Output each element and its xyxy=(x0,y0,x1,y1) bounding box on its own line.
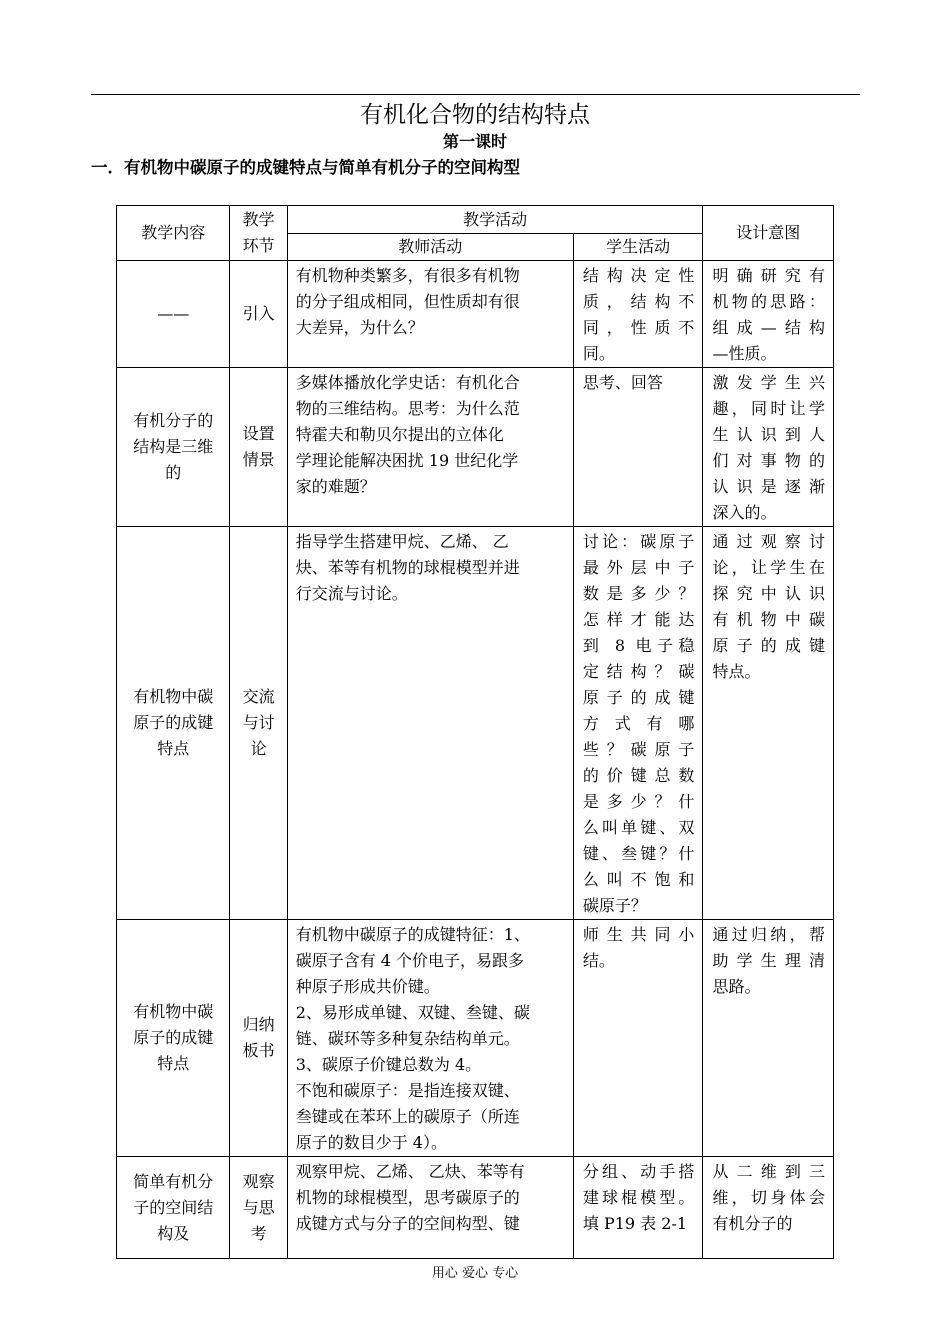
cell-text-line: 板书 xyxy=(242,1041,275,1060)
cell-text-line: 趣，同时让学 xyxy=(712,399,825,418)
cell-text-line: 有机物中碳 xyxy=(133,1002,214,1021)
cell-text-line: 质，结构不 xyxy=(582,292,695,311)
cell-stage xyxy=(230,261,287,368)
cell-teacher-activity xyxy=(287,261,573,368)
cell-text-line: 设置 xyxy=(242,424,275,443)
cell-text-line: 叁键或在苯环上的碳原子（所连 xyxy=(295,1107,520,1126)
cell-content xyxy=(117,1157,230,1259)
cell-text-line: 考 xyxy=(250,1223,267,1243)
cell-text-line: 原子的成键 xyxy=(712,636,825,655)
header-student: 学生活动 xyxy=(573,234,703,261)
cell-text-line: 原子的数目少于 4）。 xyxy=(295,1133,447,1152)
cell-text-line: 原子的成键 xyxy=(133,1028,214,1047)
header-teacher: 教师活动 xyxy=(287,234,573,261)
cell-text-line: 交流 xyxy=(242,687,275,706)
cell-text-line: 数是多少？ xyxy=(582,584,695,603)
cell-text-line: 多媒体播放化学史话：有机化合 xyxy=(295,373,520,392)
cell-text-line: 们对事物的 xyxy=(712,451,825,470)
cell-text-line: 同，性质不 xyxy=(582,318,695,337)
cell-design-intent xyxy=(703,1157,834,1259)
cell-text-line: 结构决定性 xyxy=(582,266,695,285)
cell-text-line: 机物的思路： xyxy=(712,292,825,311)
page-footer: 用心 爱心 专心 xyxy=(431,1266,519,1281)
cell-design-intent xyxy=(703,527,834,920)
cell-text-line: 键、叁键？什 xyxy=(582,844,695,863)
cell-text-line: 思路。 xyxy=(712,977,761,996)
cell-text-line: 么叫不饱和 xyxy=(582,870,695,889)
table-body xyxy=(117,261,834,1259)
cell-teacher-activity xyxy=(287,920,573,1157)
cell-text-line: 子的空间结 xyxy=(133,1197,214,1217)
top-rule xyxy=(91,94,860,95)
cell-text-line: 有机分子的 xyxy=(133,411,214,430)
cell-text-line: 有机物中碳 xyxy=(133,687,214,706)
cell-text-line: 种原子形成共价键。 xyxy=(295,977,440,996)
cell-text-line: 助学生理清 xyxy=(712,951,825,970)
cell-content xyxy=(117,368,230,527)
cell-stage xyxy=(230,368,287,527)
cell-text-line: 定结构？碳 xyxy=(582,662,695,681)
cell-text-line: 建球棍模型。 xyxy=(582,1188,695,1207)
cell-text-line: —性质。 xyxy=(712,344,777,363)
cell-teacher-activity xyxy=(287,1157,573,1259)
cell-student-activity xyxy=(573,527,703,920)
cell-text-line: 归纳 xyxy=(242,1015,275,1034)
cell-teacher-activity xyxy=(287,368,573,527)
header-content: 教学内容 xyxy=(117,206,230,261)
cell-text-line: 些？碳原子 xyxy=(582,740,695,759)
cell-content xyxy=(117,527,230,920)
cell-text-line: 有机物种类繁多，有很多有机物 xyxy=(295,266,520,285)
cell-text-line: 碳原子？ xyxy=(582,896,647,915)
header-stage-line: 教学 xyxy=(242,210,275,229)
header-activities: 教学活动 xyxy=(287,206,703,234)
cell-student-activity xyxy=(573,261,703,368)
cell-text-line: 生认识到人 xyxy=(712,425,825,444)
cell-text-line: 讨论：碳原子 xyxy=(582,532,695,551)
page-subtitle: 第一课时 xyxy=(442,132,507,151)
cell-text-line: 观察甲烷、乙烯、 乙炔、苯等有 xyxy=(295,1162,525,1181)
cell-text-line: 有机物中碳原子的成键特征：1、 xyxy=(295,925,530,944)
cell-text-line: 深入的。 xyxy=(712,503,777,522)
cell-text-line: 结。 xyxy=(582,951,615,970)
cell-design-intent xyxy=(703,920,834,1157)
cell-text-line: 行交流与讨论。 xyxy=(295,584,408,603)
cell-text-line: 明确研究有 xyxy=(712,266,825,285)
cell-text-line: 学理论能解决困扰 19 世纪化学 xyxy=(295,451,519,470)
cell-text-line: 成键方式与分子的空间构型、键 xyxy=(295,1214,520,1233)
cell-text-line: 情景 xyxy=(242,450,275,469)
cell-text-line: 观察 xyxy=(242,1171,275,1191)
cell-text-line: 维，切身体会 xyxy=(712,1188,825,1207)
cell-text-line: 同。 xyxy=(582,344,615,363)
cell-text-line: 特点 xyxy=(157,739,190,758)
cell-text-line: 炔、苯等有机物的球棍模型并进 xyxy=(295,558,520,577)
cell-text-line: 有机物中碳 xyxy=(712,610,825,629)
header-stage-line: 环节 xyxy=(242,236,275,255)
cell-text-line: 么叫单键、双 xyxy=(582,818,695,837)
table-row xyxy=(117,920,834,1157)
cell-text-line: —— xyxy=(157,304,190,323)
cell-text-line: 2、易形成单键、双键、叁键、碳 xyxy=(295,1003,530,1022)
cell-stage xyxy=(230,527,287,920)
cell-stage xyxy=(230,920,287,1157)
cell-text-line: 与思 xyxy=(242,1197,275,1217)
cell-text-line: 从二维到三 xyxy=(712,1162,825,1181)
cell-text-line: 方式有哪 xyxy=(582,714,695,733)
cell-text-line: 大差异，为什么？ xyxy=(295,318,424,337)
header-intent: 设计意图 xyxy=(703,206,834,261)
cell-text-line: 分组、动手搭 xyxy=(582,1162,695,1181)
cell-text-line: 认识是逐渐 xyxy=(712,477,825,496)
cell-text-line: 有机分子的 xyxy=(712,1214,793,1233)
cell-text-line: 简单有机分 xyxy=(133,1171,214,1191)
cell-student-activity xyxy=(573,920,703,1157)
cell-text-line: 填 P19 表 2-1 xyxy=(582,1214,688,1233)
cell-text-line: 探究中认识 xyxy=(712,584,825,603)
cell-text-line: 不饱和碳原子：是指连接双键、 xyxy=(295,1081,520,1100)
cell-text-line: 链、碳环等多种复杂结构单元。 xyxy=(295,1029,520,1048)
cell-text-line: 通过归纳，帮 xyxy=(712,925,825,944)
cell-content xyxy=(117,261,230,368)
cell-text-line: 原子的成键 xyxy=(133,713,214,732)
cell-text-line: 思考、回答 xyxy=(582,373,663,392)
cell-text-line: 碳原子含有 4 个价电子，易跟多 xyxy=(295,951,525,970)
cell-text-line: 构及 xyxy=(157,1223,190,1243)
cell-text-line: 到 8 电子稳 xyxy=(582,636,695,655)
table-header-row xyxy=(117,206,834,234)
table-row xyxy=(117,261,834,368)
cell-text-line: 结构是三维 xyxy=(133,437,214,456)
cell-text-line: 师生共同小 xyxy=(582,925,695,944)
cell-text-line: 怎样才能达 xyxy=(582,610,695,629)
cell-student-activity xyxy=(573,368,703,527)
section-heading: 一．有机物中碳原子的成键特点与简单有机分子的空间构型 xyxy=(91,158,520,177)
header-stage xyxy=(230,206,287,261)
page-title: 有机化合物的结构特点 xyxy=(360,102,590,128)
cell-text-line: 与讨 xyxy=(242,713,275,732)
cell-stage xyxy=(230,1157,287,1259)
cell-text-line: 引入 xyxy=(242,304,275,323)
cell-text-line: 激发学生兴 xyxy=(712,373,825,392)
cell-text-line: 的 xyxy=(165,463,182,482)
cell-text-line: 论 xyxy=(250,739,267,758)
cell-text-line: 论，让学生在 xyxy=(712,558,825,577)
lesson-plan-table xyxy=(116,205,834,1259)
cell-text-line: 原子的成键 xyxy=(582,688,695,707)
cell-content xyxy=(117,920,230,1157)
cell-design-intent xyxy=(703,261,834,368)
cell-text-line: 的分子组成相同，但性质却有很 xyxy=(295,292,520,311)
table-row xyxy=(117,368,834,527)
cell-teacher-activity xyxy=(287,527,573,920)
cell-text-line: 物的三维结构。思考：为什么范 xyxy=(295,399,520,418)
cell-design-intent xyxy=(703,368,834,527)
cell-text-line: 家的难题？ xyxy=(295,477,376,496)
cell-text-line: 特霍夫和勒贝尔提出的立体化 xyxy=(295,425,504,444)
table-row xyxy=(117,1157,834,1259)
cell-text-line: 特点 xyxy=(157,1054,190,1073)
cell-text-line: 最外层中子 xyxy=(582,558,695,577)
cell-text-line: 通过观察讨 xyxy=(712,532,825,551)
table-row xyxy=(117,527,834,920)
cell-text-line: 是多少？什 xyxy=(582,792,695,811)
cell-text-line: 组成—结构 xyxy=(712,318,825,337)
cell-text-line: 3、碳原子价键总数为 4。 xyxy=(295,1055,482,1074)
cell-text-line: 特点。 xyxy=(712,662,761,681)
cell-text-line: 指导学生搭建甲烷、乙烯、 乙 xyxy=(295,532,509,551)
cell-text-line: 的价键总数 xyxy=(582,766,695,785)
cell-text-line: 机物的球棍模型，思考碳原子的 xyxy=(295,1188,520,1207)
cell-student-activity xyxy=(573,1157,703,1259)
